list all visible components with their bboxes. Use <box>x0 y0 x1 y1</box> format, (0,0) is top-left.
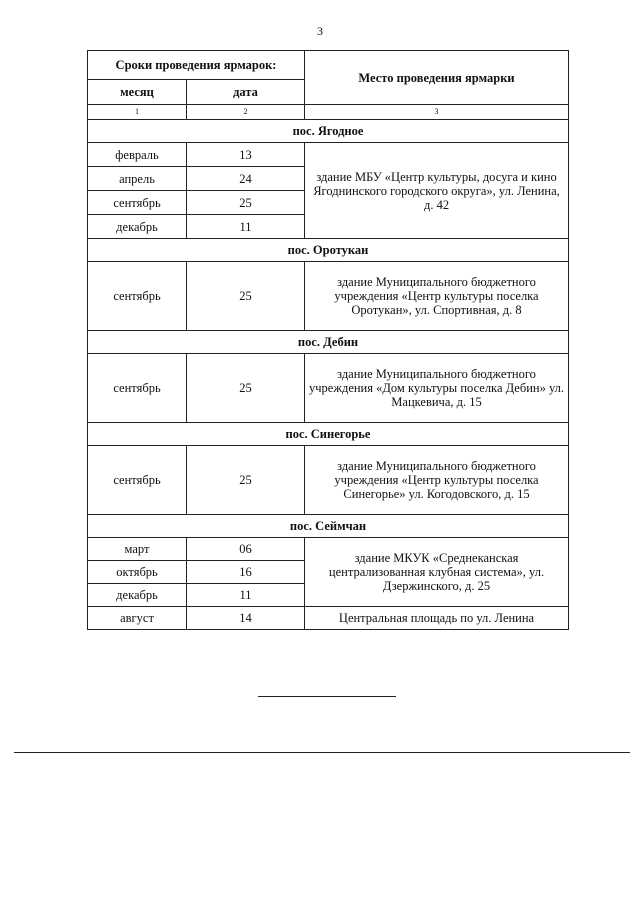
month-cell: сентябрь <box>88 262 187 331</box>
month-cell: октябрь <box>88 561 187 584</box>
column-number: 3 <box>305 105 569 120</box>
date-cell: 13 <box>187 143 305 167</box>
date-cell: 24 <box>187 167 305 191</box>
month-cell: август <box>88 607 187 630</box>
month-cell: апрель <box>88 167 187 191</box>
dates-header: Сроки проведения ярмарок: <box>88 51 305 80</box>
table-row <box>88 538 569 561</box>
table-row <box>88 446 569 515</box>
end-of-document-line <box>258 696 396 697</box>
settlement-header: пос. Оротукан <box>88 239 569 262</box>
table-row <box>88 607 569 630</box>
month-cell: март <box>88 538 187 561</box>
table-row <box>88 262 569 331</box>
date-cell: 25 <box>187 446 305 515</box>
place-cell: здание Муниципального бюджетного учреждения «Центр культуры поселка Оротукан», ул. Спортивная, д. 8 <box>305 262 569 331</box>
settlement-header: пос. Сеймчан <box>88 515 569 538</box>
place-cell: Центральная площадь по ул. Ленина <box>305 607 569 630</box>
date-cell: 11 <box>187 215 305 239</box>
month-cell: сентябрь <box>88 446 187 515</box>
place-cell: здание Муниципального бюджетного учреждения «Дом культуры поселка Дебин» ул. Мацкевича, д. 15 <box>305 354 569 423</box>
date-cell: 25 <box>187 262 305 331</box>
month-cell: февраль <box>88 143 187 167</box>
date-cell: 25 <box>187 354 305 423</box>
page-number: 3 <box>317 24 323 38</box>
place-header: Место проведения ярмарки <box>305 51 569 105</box>
settlement-header: пос. Синегорье <box>88 423 569 446</box>
table-row <box>88 143 569 167</box>
column-number: 2 <box>187 105 305 120</box>
settlement-header: пос. Ягодное <box>88 120 569 143</box>
month-cell: сентябрь <box>88 354 187 423</box>
month-cell: декабрь <box>88 584 187 607</box>
month-cell: декабрь <box>88 215 187 239</box>
place-cell: здание МБУ «Центр культуры, досуга и кино Ягоднинского городского округа», ул. Ленина, д. 42 <box>305 143 569 239</box>
place-cell: здание Муниципального бюджетного учреждения «Центр культуры поселка Синегорье» ул. Когодовского, д. 15 <box>305 446 569 515</box>
column-number: 1 <box>88 105 187 120</box>
date-header: дата <box>187 80 305 105</box>
date-cell: 25 <box>187 191 305 215</box>
table-row <box>88 354 569 423</box>
month-header: месяц <box>88 80 187 105</box>
date-cell: 06 <box>187 538 305 561</box>
date-cell: 14 <box>187 607 305 630</box>
month-cell: сентябрь <box>88 191 187 215</box>
fairs-schedule-table <box>87 50 569 630</box>
page-divider <box>14 752 630 753</box>
date-cell: 16 <box>187 561 305 584</box>
date-cell: 11 <box>187 584 305 607</box>
place-cell: здание МКУК «Среднеканская централизованная клубная система», ул. Дзержинского, д. 25 <box>305 538 569 607</box>
settlement-header: пос. Дебин <box>88 331 569 354</box>
